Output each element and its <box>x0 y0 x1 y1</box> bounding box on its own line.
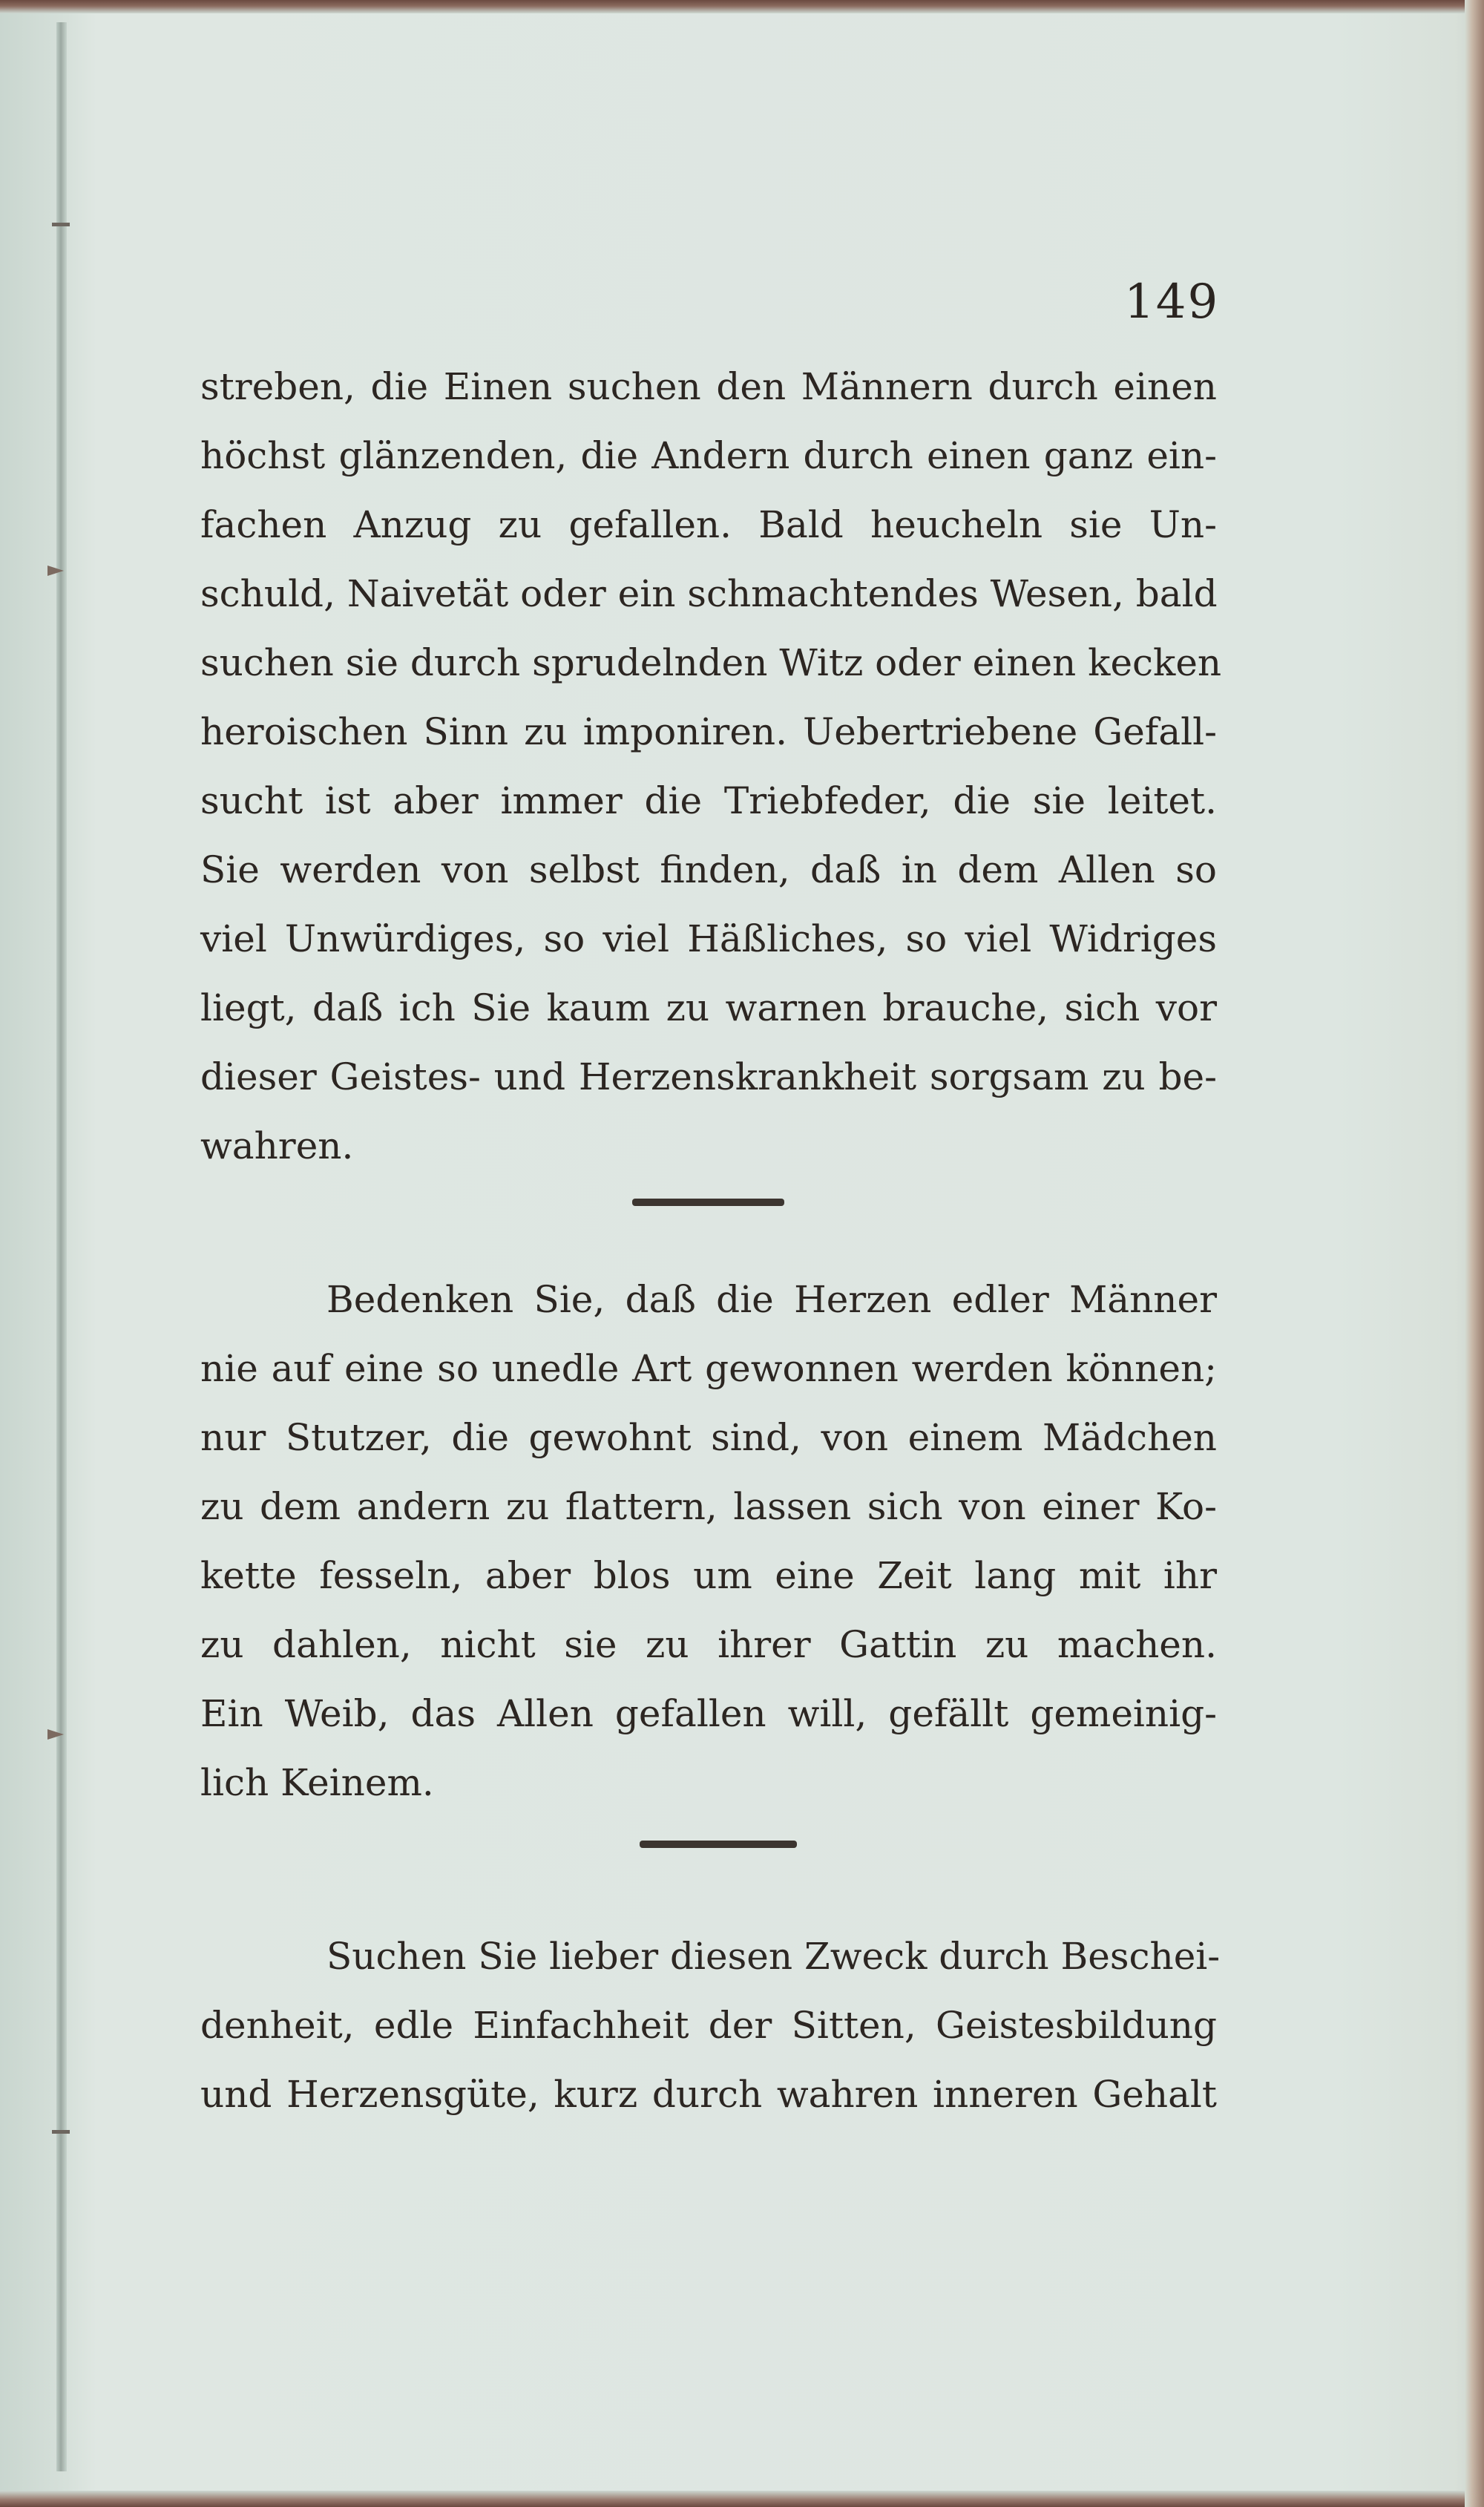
text-line: Bedenken Sie, daß die Herzen edler Männer <box>326 1278 1217 1321</box>
page-number: 149 <box>1124 275 1220 330</box>
text-line: wahren. <box>200 1124 354 1167</box>
text-line: liegt, daß ich Sie kaum zu warnen brauche, sich vor <box>200 986 1217 1029</box>
paragraph-3 <box>200 1922 1221 2129</box>
text-line: viel Unwürdiges, so viel Häßliches, so viel Widriges <box>200 917 1217 960</box>
paragraph-2 <box>200 1265 1217 1818</box>
text-line: kette fesseln, aber blos um eine Zeit lang mit ihr <box>200 1554 1217 1597</box>
text-line: denheit, edle Einfachheit der Sitten, Geistesbildung <box>200 2004 1217 2047</box>
book-binding <box>56 22 67 2471</box>
page-bottom-edge <box>0 2491 1484 2507</box>
text-line: heroischen Sinn zu imponiren. Uebertriebene Gefall- <box>200 710 1217 753</box>
text-line: Ein Weib, das Allen gefallen will, gefällt gemeinig- <box>200 1692 1217 1735</box>
text-line: fachen Anzug zu gefallen. Bald heucheln sie Un- <box>200 503 1217 546</box>
text-line: nie auf eine so unedle Art gewonnen werden können; <box>200 1347 1217 1390</box>
section-divider <box>632 1199 784 1206</box>
text-line: lich Keinem. <box>200 1761 434 1804</box>
text-line: nur Stutzer, die gewohnt sind, von einem Mädchen <box>200 1416 1217 1459</box>
page-top-edge <box>0 0 1484 13</box>
text-line: höchst glänzenden, die Andern durch einen ganz ein- <box>200 434 1217 477</box>
text-line: suchen sie durch sprudelnden Witz oder einen kecken <box>200 641 1222 684</box>
text-line: streben, die Einen suchen den Männern durch einen <box>200 365 1217 408</box>
binding-tick <box>52 223 70 226</box>
text-line: Suchen Sie lieber diesen Zweck durch Beschei- <box>326 1935 1221 1978</box>
text-line: schuld, Naivetät oder ein schmachtendes Wesen, bald <box>200 572 1218 615</box>
section-divider <box>640 1841 797 1848</box>
text-line: zu dahlen, nicht sie zu ihrer Gattin zu machen. <box>200 1623 1217 1666</box>
text-line: und Herzensgüte, kurz durch wahren inneren Gehalt <box>200 2073 1217 2116</box>
text-line: Sie werden von selbst finden, daß in dem Allen so <box>200 848 1217 891</box>
text-line: zu dem andern zu flattern, lassen sich von einer Ko- <box>200 1485 1217 1528</box>
paragraph-1 <box>200 353 1222 1181</box>
page-right-edge <box>1465 0 1484 2507</box>
text-line: dieser Geistes- und Herzenskrankheit sorgsam zu be- <box>200 1055 1217 1098</box>
text-line: sucht ist aber immer die Triebfeder, die sie leitet. <box>200 779 1217 822</box>
binding-tick <box>52 2130 70 2134</box>
